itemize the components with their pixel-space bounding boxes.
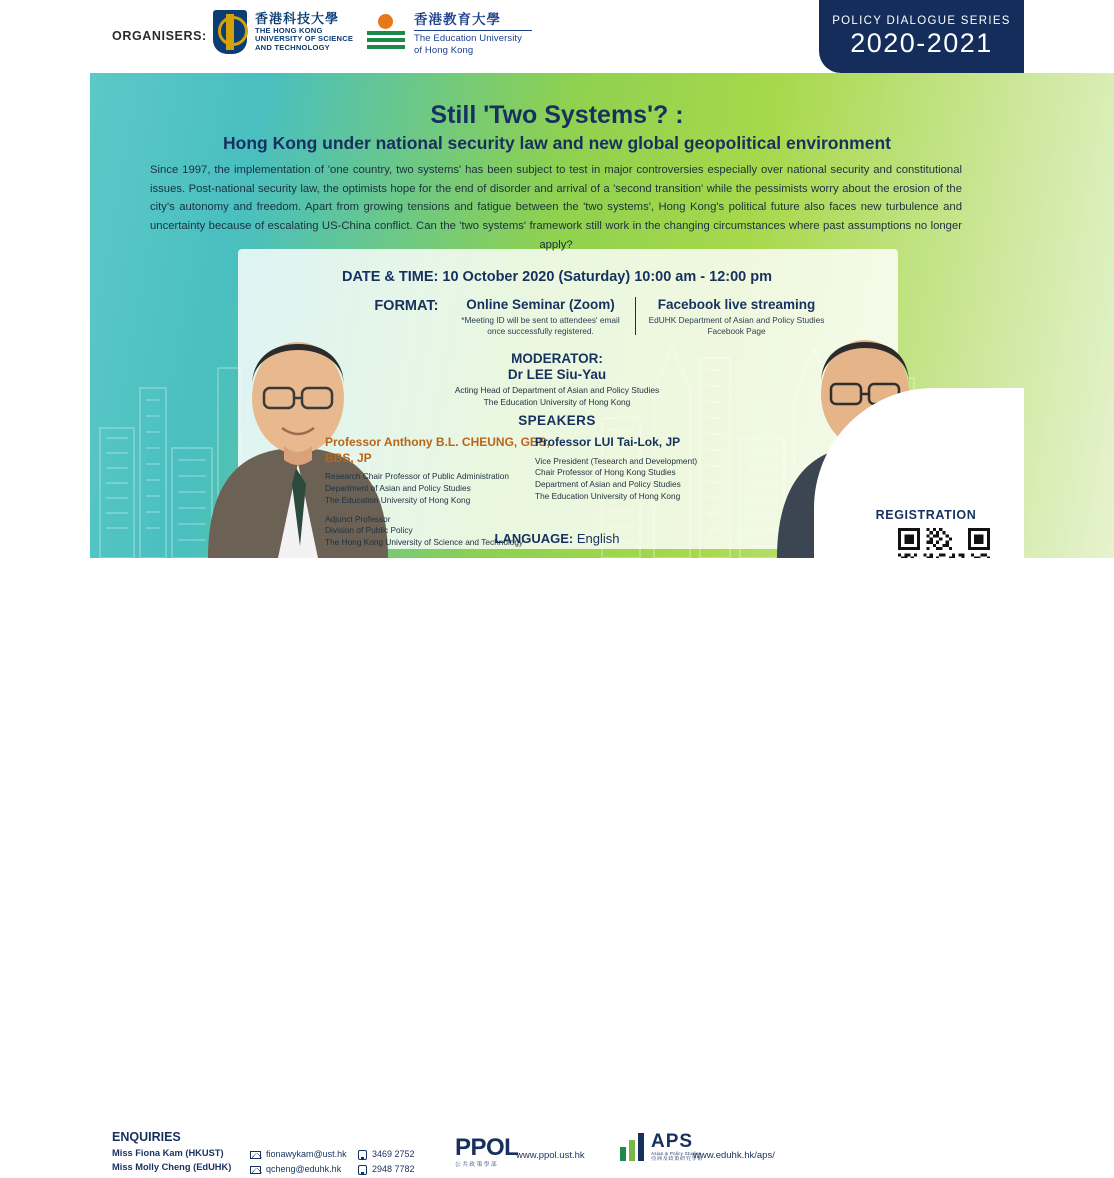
moderator-affiliation-line-1: Acting Head of Department of Asian and Policy Studies [454, 385, 660, 395]
aps-subtitle: Asian & Policy Studies [651, 1150, 702, 1156]
format-option-facebook [642, 297, 832, 337]
enquiries-phones [358, 1147, 415, 1178]
speaker-1-aff-5: Division of Public Policy [325, 525, 413, 536]
enquiries-people [112, 1146, 231, 1175]
series-years: 2020-2021 [850, 27, 993, 58]
ppol-name-cn: 公共政策學部 [455, 1162, 499, 1168]
format-row [300, 297, 840, 337]
enquiry-person-1: Miss Fiona Kam (HKUST) [112, 1148, 224, 1158]
moderator-affiliation-line-2: The Education University of Hong Kong [483, 397, 631, 408]
aps-logo [620, 1132, 703, 1162]
language-label: LANGUAGE: [494, 531, 574, 546]
abstract-text: Since 1997, the implementation of 'one country, two systems' has been subject to test in major controversies especially over national security and constitutional issues. Post-national security law, the optimists hope for the end of disorder and arrival of a 'second transition' while the pessimists worry about the erosion of the city's autonomy and freedom. Apart from growing tensions and fatigue between the 'two systems', Hong Kong's political future also faces new turbulence and uncertainty because of escalating US-China conflict. Can the 'two systems' framework still work in the changing circumstances where past assumptions no longer apply? [150, 164, 962, 251]
speaker-entry-2 [535, 435, 765, 503]
language-value: English [576, 531, 620, 546]
speaker-1-aff-3: The Education University of Hong Kong [325, 494, 471, 505]
enquiries-title: ENQUIRIES [112, 1130, 181, 1144]
speaker-1-name: Professor Anthony B.L. CHEUNG, GBS, BBS, JP [325, 435, 550, 465]
format-label: FORMAT: [374, 298, 439, 314]
speaker-2-aff-1: Vice President (Tesearch and Development) [535, 455, 698, 466]
series-badge [819, 0, 1024, 73]
header-bar [0, 0, 1024, 73]
phone-icon [358, 1165, 367, 1175]
format-option-facebook-note: EdUHK Department of Asian and Policy Studies Facebook Page [648, 315, 825, 337]
format-option-zoom [439, 297, 629, 337]
format-option-zoom-note: *Meeting ID will be sent to attendees' email once successfully registered. [461, 315, 620, 337]
eduhk-logo [367, 12, 532, 56]
enquiry-phone-1: 3469 2752 [372, 1149, 415, 1159]
footer-bar [0, 558, 1024, 1175]
enquiries-emails [250, 1147, 347, 1178]
enquiry-person-2: Miss Molly Cheng (EdUHK) [112, 1162, 232, 1173]
phone-icon [358, 1150, 367, 1160]
aps-name-cn: 亞洲及政策研究學系 [651, 1155, 704, 1162]
aps-mark-icon [620, 1133, 644, 1161]
format-option-facebook-title: Facebook live streaming [657, 297, 816, 312]
hkust-name-en-3: AND TECHNOLOGY [255, 42, 330, 52]
aps-name: APS [651, 1131, 694, 1152]
hkust-name-en-1: THE HONG KONG [255, 25, 323, 35]
eduhk-divider [414, 30, 532, 31]
speaker-2-name: Professor LUI Tai-Lok, JP [535, 435, 681, 449]
hkust-logo [213, 10, 353, 54]
date-time-value: 10 October 2020 (Saturday) 10:00 am - 12:00 pm [442, 269, 773, 285]
format-option-zoom-title: Online Seminar (Zoom) [466, 297, 615, 312]
speaker-1-aff-2: Department of Asian and Policy Studies [325, 482, 471, 493]
organisers-label: ORGANISERS: [112, 29, 207, 43]
page-subtitle: Hong Kong under national security law and new global geopolitical environment [223, 133, 891, 153]
ppol-url[interactable]: www.ppol.ust.hk [516, 1150, 585, 1161]
page-title: Still 'Two Systems'? : [430, 101, 684, 129]
speaker-1-aff-1: Research Chair Professor of Public Administration [325, 471, 509, 482]
speaker-2-aff-4: The Education University of Hong Kong [535, 490, 681, 501]
eduhk-name-cn: 香港教育大學 [414, 12, 501, 27]
speaker-2-aff-2: Chair Professor of Hong Kong Studies [535, 467, 676, 478]
registration-title: REGISTRATION [875, 508, 977, 522]
hkust-shield-icon [213, 10, 247, 54]
ppol-logo [455, 1134, 518, 1168]
enquiry-email-2[interactable]: qcheng@eduhk.hk [266, 1164, 342, 1175]
speaker-1-aff-6: The Hong Kong University of Science and Technology [325, 537, 524, 548]
enquiry-email-1[interactable]: fionawykam@ust.hk [266, 1149, 347, 1159]
aps-url[interactable]: www.eduhk.hk/aps/ [693, 1150, 775, 1161]
mail-icon [250, 1166, 261, 1174]
date-time-label: DATE & TIME: [341, 269, 439, 285]
ppol-name: PPOL [455, 1134, 519, 1161]
eduhk-name-en-2: of Hong Kong [414, 44, 474, 56]
speaker-2-aff-3: Department of Asian and Policy Studies [535, 479, 681, 490]
speakers-label: SPEAKERS [518, 413, 596, 428]
date-time-row [90, 269, 1024, 285]
hkust-name-en-2: UNIVERSITY OF SCIENCE [255, 34, 354, 44]
hkust-name-cn: 香港科技大學 [255, 10, 340, 26]
format-divider [635, 297, 636, 335]
enquiry-phone-2: 2948 7782 [372, 1164, 415, 1175]
mail-icon [250, 1151, 261, 1159]
eduhk-mark-icon [367, 14, 405, 54]
eduhk-name-en-1: The Education University [414, 33, 523, 45]
moderator-name: Dr LEE Siu-Yau [507, 367, 607, 382]
series-label: POLICY DIALOGUE SERIES [832, 14, 1011, 27]
moderator-label: MODERATOR: [511, 351, 603, 366]
speaker-1-aff-4: Adjunct Professor [325, 513, 391, 524]
